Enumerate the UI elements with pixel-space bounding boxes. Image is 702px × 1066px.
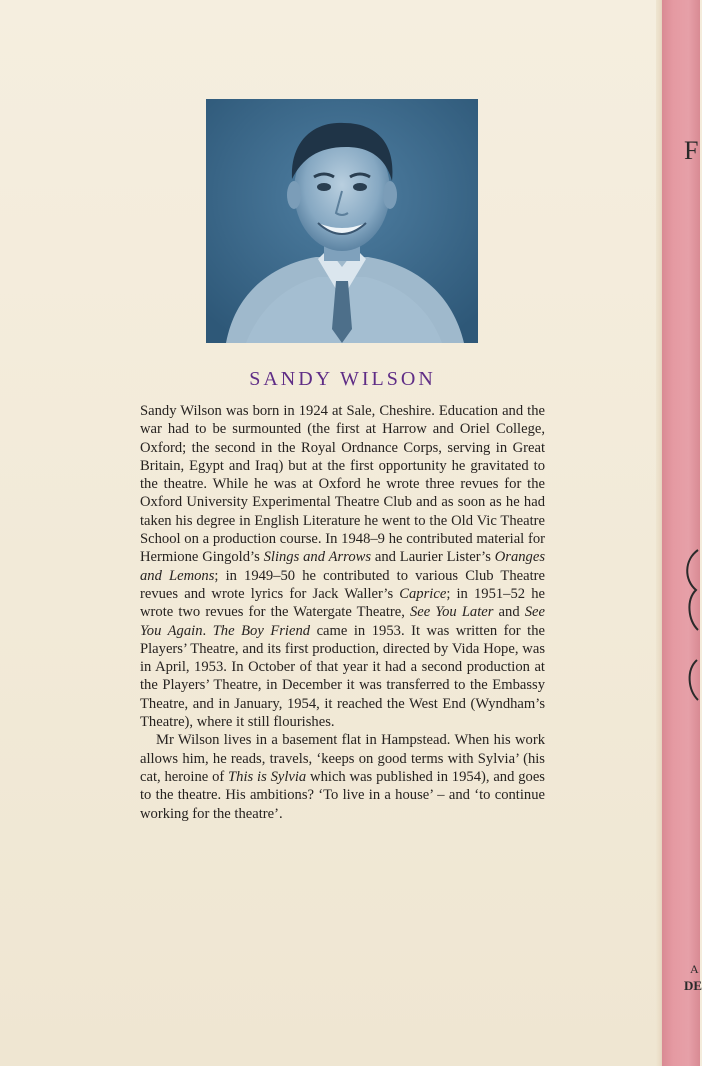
author-biography [140,402,545,823]
spine-bottom-text-1: A [690,962,699,976]
bio-title-see-you-later: See You Later [409,604,494,621]
spine-top-letter: F [684,136,699,165]
bio-text-segment: Sandy Wilson was born in 1924 at Sale, Cheshire. Education and the war had to be surmounted (the first at Harrow and Oriel College, Oxford; the second in the Royal Ordnance Corps, serving in Great Britain, Egypt and Iraq) but at the first opportunity he gravitated to the theatre. While he was at Oxford he wrote three revues for the Oxford University Experimental Theatre Club and as soon as he had taken his degree in English Literature he went to the Old Vic Theatre School on a production course. In 1948–9 he contributed material for Hermione Gingold’s [140,403,545,566]
bio-title-this-is-sylvia: This is Sylvia [228,768,307,785]
bio-title-the-boy-friend: The Boy Friend [212,622,311,639]
author-photo [206,99,478,343]
bio-text-segment: ; in 1951–52 he wrote two revues for the Watergate Theatre, [140,585,545,621]
bio-title-caprice: Caprice [399,585,447,602]
bio-text-segment: and Laurier Lister’s [371,549,495,566]
bio-text-segment: which was published in 1954), and goes to the theatre. His ambitions? ‘To live in a house’ – and ‘to continue working for the theatre’. [140,768,545,822]
bio-paragraph-2 [140,731,545,822]
spine-script-icon [682,540,700,740]
author-name-heading: SANDY WILSON [249,368,436,390]
bio-text-segment: ; in 1949–50 he contributed to various Club Theatre revues and wrote lyrics for Jack Waller’s [140,567,545,602]
bio-title-slings-and-arrows: Slings and Arrows [263,549,372,566]
bio-title-see-you-again: See You Again [140,604,545,639]
bio-title-oranges-and-lemons: Oranges and Lemons [140,549,546,584]
bio-text-segment: and [493,604,525,621]
bio-text-segment: . [202,622,213,639]
bio-paragraph-1 [140,402,545,731]
spine-bottom-text-2: DE [684,978,702,993]
bio-text-segment: came in 1953. It was written for the Players’ Theatre, and its first production, directed by Vida Hope, was in April, 1953. In October of that year it had a second production at the Players’ Theatre, in December it was transferred to the Embassy Theatre, and in January, 1954, it reached the West End (Wyndham’s Theatre), where it still flourishes. [140,622,546,731]
bio-text-segment: Mr Wilson lives in a basement flat in Hampstead. When his work allows him, he reads, travels, ‘keeps on good terms with Sylvia’ (his cat, heroine of [140,732,545,785]
author-portrait-icon [206,99,478,343]
